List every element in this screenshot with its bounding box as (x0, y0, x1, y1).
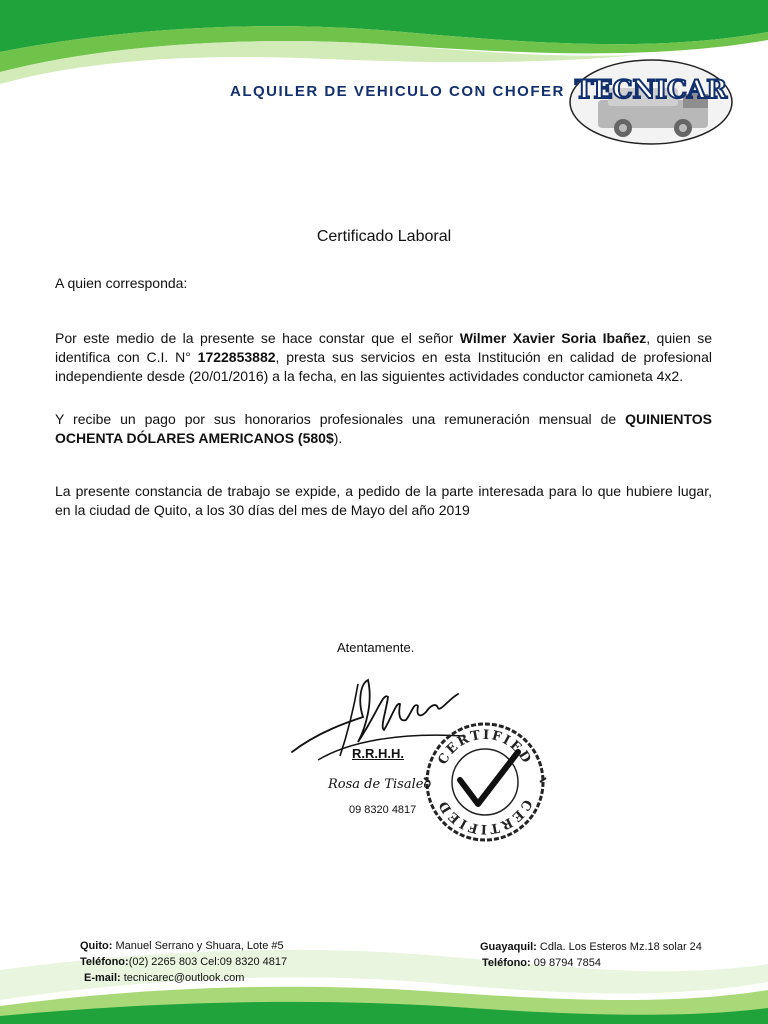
signer-name: Rosa de Tisaleo (328, 777, 432, 792)
employee-name: Wilmer Xavier Soria Ibañez (459, 330, 647, 346)
guayaquil-label: Guayaquil: (480, 941, 537, 953)
salary-amount: QUINIENTOS OCHENTA DÓLARES AMERICANOS (580$ (55, 411, 712, 446)
signer-phone: 09 8320 4817 (349, 804, 417, 816)
footer-quito-phone (80, 956, 287, 968)
email-label: E-mail: (84, 972, 121, 984)
p1-text-2: , quien se identifica con C.I. N° (55, 330, 712, 365)
quito-phone: (02) 2265 803 Cel:09 8320 4817 (128, 956, 288, 968)
signer-department: R.R.H.H. (352, 746, 404, 761)
salutation: A quien corresponda: (55, 275, 188, 291)
paragraph-employment (55, 329, 712, 386)
email-address[interactable]: tecnicarec@outlook.com (120, 972, 245, 984)
p1-text-3: , presta sus servicios en esta Institución en calidad de profesional independiente desde (20/01/2016) a la fecha, en las siguientes actividades conductor camioneta 4x2. (55, 349, 712, 384)
quito-address: Manuel Serrano y Shuara, Lote #5 (112, 940, 284, 952)
footer-quito-address (80, 940, 284, 952)
guayaquil-phone: 09 8794 7854 (530, 957, 602, 969)
footer-email (84, 972, 244, 984)
footer-guayaquil-address (480, 941, 702, 953)
seal-text-top: CERTIFIED (435, 727, 535, 768)
seal-text-bottom: CERTIFIED (435, 796, 535, 837)
company-tagline: ALQUILER DE VEHICULO CON CHOFER (230, 83, 565, 100)
quito-phone-label: Teléfono: (80, 956, 129, 968)
p2-text-2: ). (333, 430, 343, 446)
quito-label: Quito: (80, 940, 113, 952)
paragraph-issuance: La presente constancia de trabajo se expide, a pedido de la parte interesada para lo que hubiere lugar, en la ciudad de Quito, a los 30 días del mes de Mayo del año 2019 (55, 483, 712, 518)
logo-text: TECNICAR (574, 75, 728, 104)
p1-text-1: Por este medio de la presente se hace constar que el señor (55, 330, 460, 346)
tecnicar-logo (568, 58, 734, 146)
id-number: 1722853882 (197, 349, 276, 365)
closing-text: Atentamente. (337, 640, 415, 655)
certified-seal (420, 718, 550, 846)
footer-guayaquil-phone (482, 957, 601, 969)
p2-text-1: Y recibe un pago por sus honorarios profesionales una remuneración mensual de (55, 411, 626, 427)
guayaquil-phone-label: Teléfono: (482, 957, 531, 969)
guayaquil-address: Cdla. Los Esteros Mz.18 solar 24 (536, 941, 702, 953)
document-title: Certificado Laboral (316, 228, 452, 245)
paragraph-salary (55, 410, 712, 448)
